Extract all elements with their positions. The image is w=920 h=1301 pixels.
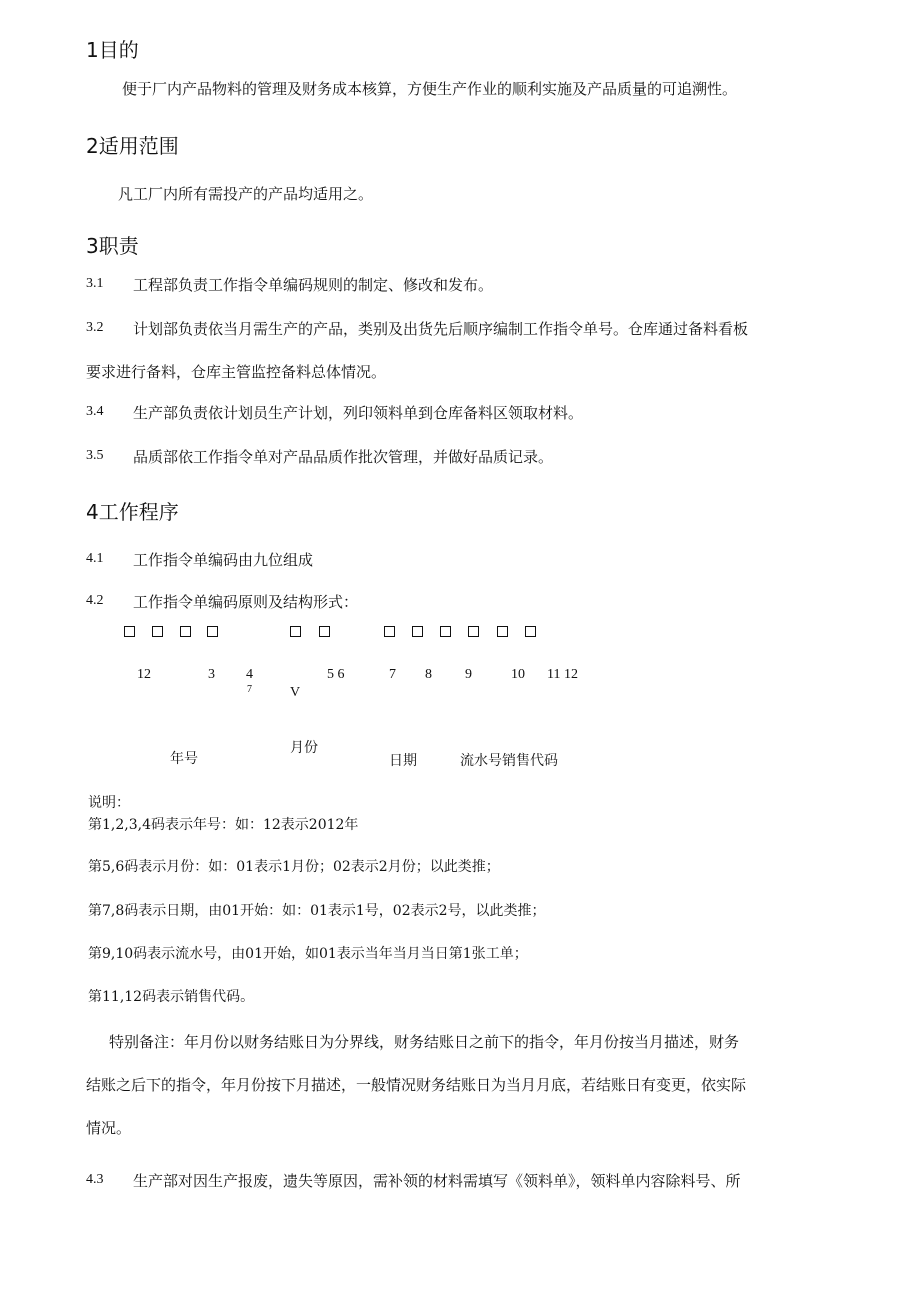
v-mark: V — [290, 685, 301, 700]
special-note-line: 结账之后下的指令，年月份按下月描述，一般情况财务结账日为当月月底，若结账日有变更，依实际 — [86, 1076, 747, 1094]
item-4-2-number: 4.2 — [86, 593, 104, 608]
explanation-title: 说明： — [88, 795, 130, 811]
item-3-5-text: 品质部依工作指令单对产品品质作批次管理，并做好品质记录。 — [133, 448, 554, 466]
code-box — [124, 626, 135, 637]
section-1-title: 1目的 — [86, 38, 139, 62]
code-box — [384, 626, 395, 637]
section-3-title: 3职责 — [86, 234, 139, 258]
sub-mark: 7 — [247, 684, 252, 695]
code-box — [468, 626, 479, 637]
item-4-3-text: 生产部对因生产报废，遗失等原因，需补领的材料需填写《领料单》，领料单内容除料号、所 — [133, 1172, 741, 1190]
code-box — [440, 626, 451, 637]
section-1-body: 便于厂内产品物料的管理及财务成本核算，方便生产作业的顺利实施及产品质量的可追溯性。 — [122, 80, 738, 98]
item-3-4-text: 生产部负责依计划员生产计划，列印领料单到仓库备料区领取材料。 — [133, 404, 584, 422]
position-number: 9 — [465, 667, 472, 682]
label-month: 月份 — [290, 740, 318, 756]
code-box — [207, 626, 218, 637]
position-number: 4 — [246, 667, 253, 682]
item-3-2-number: 3.2 — [86, 320, 104, 335]
explanation-line: 第11,12码表示销售代码。 — [88, 989, 255, 1005]
position-number: 11 12 — [547, 667, 578, 682]
item-4-1-number: 4.1 — [86, 551, 104, 566]
position-number: 5 6 — [327, 667, 345, 682]
code-box — [290, 626, 301, 637]
code-box — [412, 626, 423, 637]
item-3-1-text: 工程部负责工作指令单编码规则的制定、修改和发布。 — [133, 276, 494, 294]
label-year: 年号 — [170, 751, 198, 767]
position-number: 8 — [425, 667, 432, 682]
item-3-2-continuation: 要求进行备料，仓库主管监控备料总体情况。 — [86, 363, 387, 381]
item-3-2-text: 计划部负责依当月需生产的产品，类别及出货先后顺序编制工作指令单号。仓库通过备料看板 — [133, 320, 749, 338]
explanation-line: 第1,2,3,4码表示年号：如：12表示2012年 — [88, 817, 359, 833]
section-4-title: 4工作程序 — [86, 500, 179, 524]
section-2-title: 2适用范围 — [86, 134, 179, 158]
item-3-4-number: 3.4 — [86, 404, 104, 419]
label-day: 日期 — [389, 753, 417, 769]
item-3-1-number: 3.1 — [86, 276, 104, 291]
position-number: 12 — [137, 667, 151, 682]
position-number: 7 — [389, 667, 396, 682]
code-box — [152, 626, 163, 637]
item-4-3-number: 4.3 — [86, 1172, 104, 1187]
item-4-1-text: 工作指令单编码由九位组成 — [133, 551, 314, 569]
explanation-line: 第9,10码表示流水号，由01开始，如01表示当年当月当日第1张工单； — [88, 946, 528, 962]
special-note-line: 特别备注：年月份以财务结账日为分界线，财务结账日之前下的指令，年月份按当月描述，财务 — [109, 1033, 740, 1051]
item-4-2-text: 工作指令单编码原则及结构形式： — [133, 593, 359, 611]
code-box — [319, 626, 330, 637]
item-3-5-number: 3.5 — [86, 448, 104, 463]
label-serial-sales: 流水号销售代码 — [460, 753, 558, 769]
code-box — [497, 626, 508, 637]
code-box — [180, 626, 191, 637]
section-2-body: 凡工厂内所有需投产的产品均适用之。 — [118, 185, 374, 203]
explanation-line: 第7,8码表示日期，由01开始：如：01表示1号，02表示2号，以此类推； — [88, 903, 546, 919]
code-box — [525, 626, 536, 637]
position-number: 3 — [208, 667, 215, 682]
explanation-line: 第5,6码表示月份：如：01表示1月份；02表示2月份；以此类推； — [88, 859, 500, 875]
special-note-line: 情况。 — [86, 1119, 132, 1137]
position-number: 10 — [511, 667, 525, 682]
